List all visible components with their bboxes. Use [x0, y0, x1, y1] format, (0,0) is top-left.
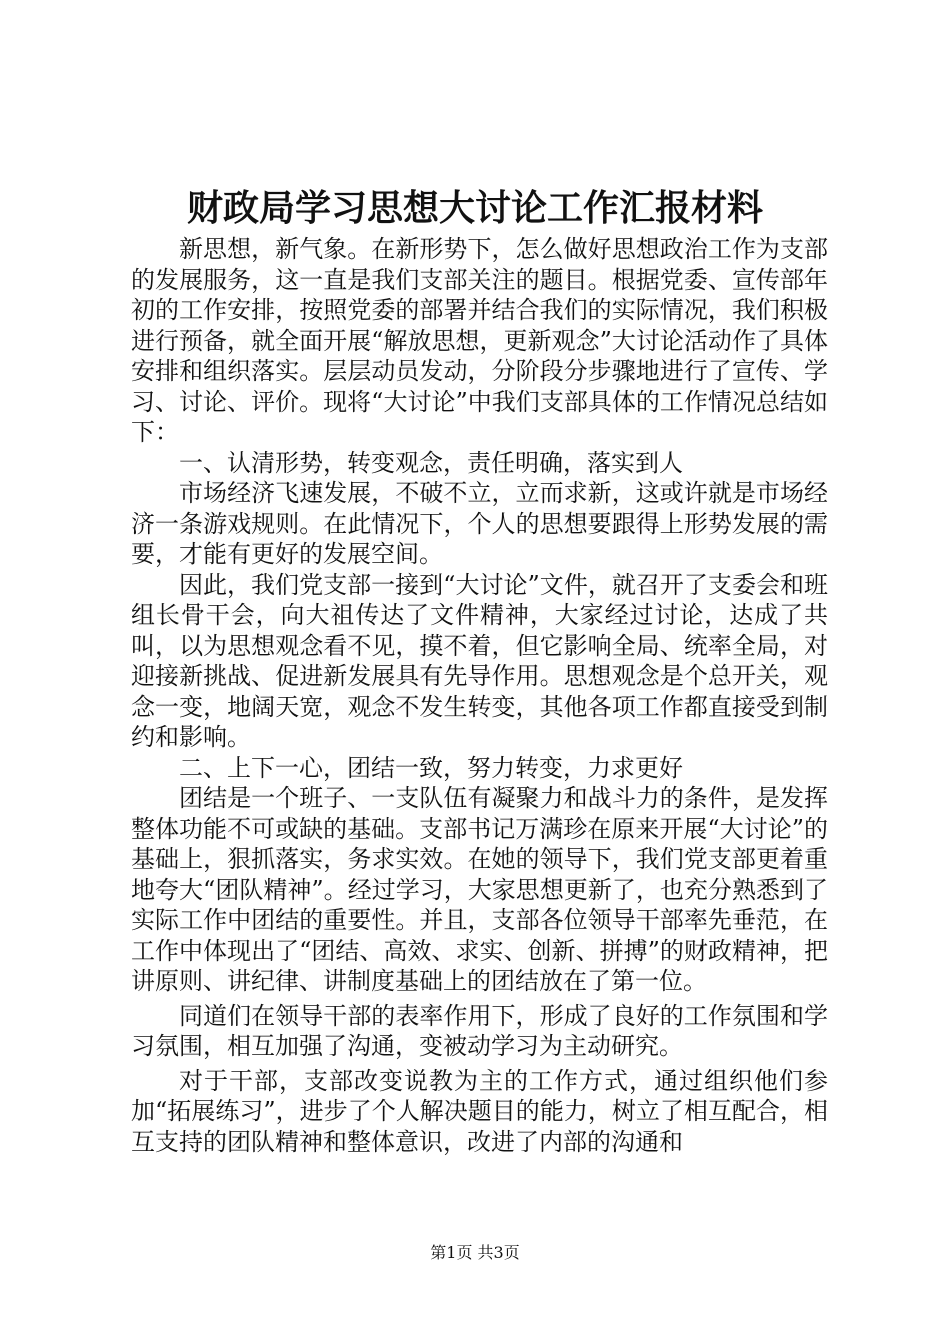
paragraph-meeting: 因此，我们党支部一接到“大讨论”文件，就召开了支委会和班组长骨干会，向大祖传达了文件精神，大家经过讨论，达成了共叫，以为思想观念看不见，摸不着，但它影响全局、统率全局，对迎接新挑战、促进新发展具有先导作用。思想观念是个总开关，观念一变，地阔天宽，观念不发生转变，其他各项工作都直接受到制约和影响。 — [131, 570, 828, 751]
section-heading-2: 二、上下一心，团结一致，努力转变，力求更好 — [179, 753, 683, 782]
section-heading-1: 一、认清形势，转变观念，责任明确，落实到人 — [179, 448, 683, 477]
document-title: 财政局学习思想大讨论工作汇报材料 — [186, 187, 763, 229]
paragraph-atmosphere: 同道们在领导干部的表率作用下，形成了良好的工作氛围和学习氛围，相互加强了沟通，变被动学习为主动研究。 — [131, 1001, 828, 1060]
paragraph-cadres: 对于干部，支部改变说教为主的工作方式，通过组织他们参加“拓展练习”，进步了个人解决题目的能力，树立了相互配合，相互支持的团队精神和整体意识，改进了内部的沟通和 — [131, 1066, 828, 1156]
document-body — [131, 234, 828, 1157]
paragraph-market: 市场经济飞速发展，不破不立，立而求新，这或许就是市场经济一条游戏规则。在此情况下，个人的思想要跟得上形势发展的需要，才能有更好的发展空间。 — [131, 479, 828, 568]
paragraph-unity: 团结是一个班子、一支队伍有凝聚力和战斗力的条件，是发挥整体功能不可或缺的基础。支部书记万满珍在原来开展“大讨论”的基础上，狠抓落实，务求实效。在她的领导下，我们党支部更着重地夸大“团队精神”。经过学习，大家思想更新了，也充分熟悉到了实际工作中团结的重要性。并且，支部各位领导干部率先垂范，在工作中体现出了“团结、高效、求实、创新、拼搏”的财政精神，把讲原则、讲纪律、讲制度基础上的团结放在了第一位。 — [131, 784, 828, 995]
paragraph-intro: 新思想，新气象。在新形势下，怎么做好思想政治工作为支部的发展服务，这一直是我们支部关注的题目。根据党委、宣传部年初的工作安排，按照党委的部署并结合我们的实际情况，我们积极进行预备，就全面开展“解放思想，更新观念”大讨论活动作了具体安排和组织落实。层层动员发动，分阶段分步骤地进行了宣传、学习、讨论、评价。现将“大讨论”中我们支部具体的工作情况总结如下： — [131, 235, 828, 446]
page-number-footer: 第1页 共3页 — [430, 1243, 520, 1262]
